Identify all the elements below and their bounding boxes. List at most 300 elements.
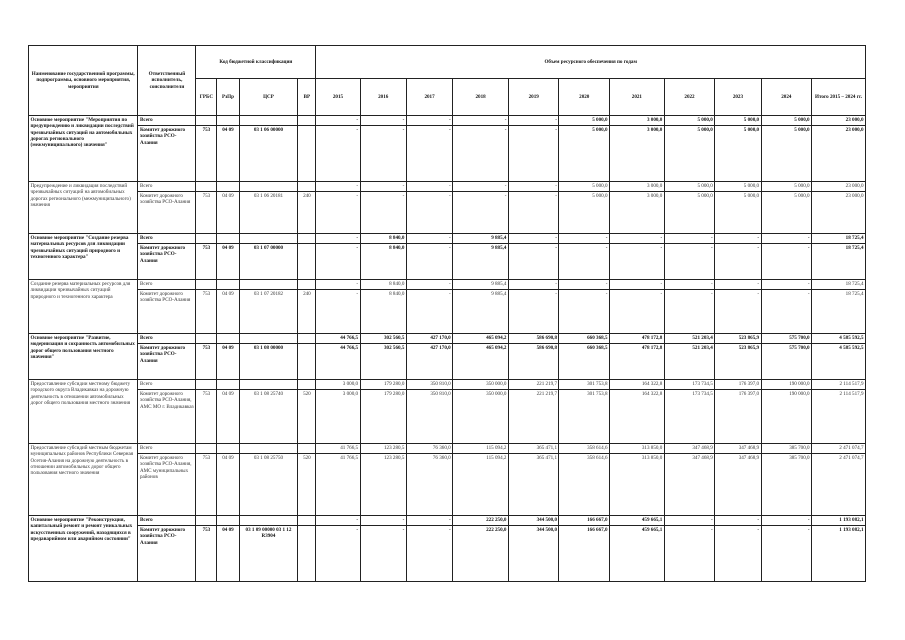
year-value-cell: 3 000,0 [316,380,360,390]
sub-activity-name: Предупреждение и ликвидация последствий чрезвычайных ситуаций на автомобильных дорогах регионального (межмуниципального) значения [29,182,138,234]
grbs-cell: 753 [196,390,217,444]
executor-cell: Комитет дорожного хозяйства РСО-Алания, АМС МО г. Владикавказ [138,390,196,444]
rzpr-cell [217,234,239,244]
table-row [29,192,866,234]
vr-cell [298,334,316,344]
year-value-cell: - [360,126,406,182]
resource-support-table [28,45,866,582]
year-value-cell: 350 000,0 [453,390,509,444]
grbs-cell: 753 [196,244,217,280]
total-value-cell: 2 471 074,7 [812,444,866,454]
year-value-cell: - [453,182,509,192]
csr-cell [239,380,298,390]
header-year: 2023 [715,79,761,116]
header-csr: ЦСР [239,79,298,116]
year-value-cell: 427 170,0 [406,334,452,344]
year-value-cell: 5 000,0 [715,126,761,182]
csr-cell: 03 1 06 00000 [239,126,298,182]
year-value-cell: 8 840,0 [360,244,406,280]
year-value-cell: - [360,116,406,126]
rzpr-cell [217,182,239,192]
year-value-cell: 8 840,0 [360,280,406,290]
executor-cell: Комитет дорожного хозяйства РСО-Алания, АМС муниципальных районов [138,454,196,516]
year-value-cell: - [664,526,715,582]
grbs-cell [196,516,217,526]
grbs-cell [196,334,217,344]
year-value-cell: - [664,280,715,290]
year-value-cell: 301 753,8 [559,380,610,390]
rzpr-cell: 04 09 [217,192,239,234]
year-value-cell: 465 094,2 [453,344,509,380]
csr-cell [239,280,298,290]
table-row [29,344,866,380]
year-value-cell: 173 734,5 [664,390,715,444]
total-value-cell: 23 000,0 [812,116,866,126]
vr-cell [298,126,316,182]
year-value-cell: - [360,516,406,526]
year-value-cell: - [761,290,812,334]
grbs-cell [196,182,217,192]
vr-cell: 240 [298,192,316,234]
header-total: Итого 2015 – 2024 гг. [812,79,866,116]
year-value-cell: 176 397,0 [715,390,761,444]
vr-cell [298,516,316,526]
year-value-cell: 575 700,0 [761,344,812,380]
year-value-cell: 313 850,0 [610,444,665,454]
table-row [29,182,866,192]
year-value-cell: 478 172,8 [610,334,665,344]
rzpr-cell: 04 09 [217,244,239,280]
csr-cell [239,182,298,192]
year-value-cell: 385 700,0 [761,454,812,516]
total-value-cell: 23 000,0 [812,126,866,182]
main-activity-name: Основное мероприятие "Развитие, модернизация и сохранность автомобильных дорог общего пользования местного значения" [29,334,138,380]
year-value-cell: 5 000,0 [715,192,761,234]
year-value-cell: 344 500,0 [508,516,559,526]
year-value-cell: - [761,526,812,582]
year-value-cell: 5 000,0 [559,116,610,126]
year-value-cell: 179 280,0 [360,380,406,390]
year-value-cell: - [453,192,509,234]
year-value-cell: 9 885,4 [453,280,509,290]
year-value-cell: 3 000,0 [610,126,665,182]
year-value-cell: 5 000,0 [715,182,761,192]
year-value-cell: - [715,244,761,280]
rzpr-cell: 04 09 [217,126,239,182]
total-value-cell: 2 114 517,9 [812,380,866,390]
year-value-cell: 5 000,0 [715,116,761,126]
table-row [29,126,866,182]
table-body [29,116,866,582]
rzpr-cell [217,280,239,290]
sub-activity-name: Предоставление субсидий местным бюджетам муниципальных районов Республики Северная Осетия-Алания на дорожную деятельность в отношении автомобильных дорог общего пользования местного значения [29,444,138,516]
year-value-cell: 358 614,6 [559,444,610,454]
year-value-cell: 313 850,0 [610,454,665,516]
header-volume-group: Объем ресурсного обеспечения по годам [316,46,866,79]
year-value-cell: 350 810,0 [406,380,452,390]
grbs-cell [196,116,217,126]
main-activity-name: Основное мероприятие "Реконструкция, капитальный ремонт и ремонт уникальных искусственных сооружений, находящихся в предаварийном или аварийном состоянии" [29,516,138,582]
sub-activity-name: Создание резерва материальных ресурсов для ликвидации чрезвычайных ситуаций природного и техногенного характера [29,280,138,334]
year-value-cell: - [715,234,761,244]
year-value-cell: - [316,182,360,192]
year-value-cell: - [406,182,452,192]
year-value-cell: 5 000,0 [559,126,610,182]
year-value-cell: - [406,126,452,182]
executor-cell: Комитет дорожного хозяйства РСО-Алания [138,290,196,334]
year-value-cell: 301 753,8 [559,390,610,444]
year-value-cell: - [316,280,360,290]
year-value-cell: 115 094,2 [453,444,509,454]
vr-cell [298,244,316,280]
year-value-cell: 5 000,0 [761,116,812,126]
vr-cell [298,526,316,582]
year-value-cell: - [453,126,509,182]
year-value-cell: - [406,290,452,334]
year-value-cell: - [508,116,559,126]
csr-cell: 03 1 07 00000 [239,244,298,280]
year-value-cell: - [559,280,610,290]
vr-cell [298,344,316,380]
year-value-cell: - [316,126,360,182]
year-value-cell: 459 665,1 [610,516,665,526]
header-year: 2018 [453,79,509,116]
year-value-cell: - [316,290,360,334]
total-value-cell: 18 725,4 [812,234,866,244]
year-value-cell: 3 000,0 [610,116,665,126]
rzpr-cell: 04 09 [217,454,239,516]
header-year: 2016 [360,79,406,116]
total-value-cell: 1 193 082,1 [812,516,866,526]
year-value-cell: 660 368,5 [559,344,610,380]
header-executor: Ответственный исполнитель, соисполнители [138,46,196,116]
csr-cell: 03 1 07 20182 [239,290,298,334]
year-value-cell: 5 000,0 [664,192,715,234]
executor-cell: Всего [138,234,196,244]
rzpr-cell [217,116,239,126]
year-value-cell: - [406,280,452,290]
year-value-cell: - [406,234,452,244]
year-value-cell: 5 000,0 [559,192,610,234]
rzpr-cell: 04 09 [217,390,239,444]
year-value-cell: - [559,290,610,334]
table-row [29,116,866,126]
vr-cell [298,116,316,126]
year-value-cell: 8 840,0 [360,290,406,334]
year-value-cell: - [761,516,812,526]
year-value-cell: - [610,234,665,244]
year-value-cell: - [761,280,812,290]
vr-cell [298,380,316,390]
header-year: 2021 [610,79,665,116]
year-value-cell: 350 810,0 [406,390,452,444]
year-value-cell: 5 000,0 [761,126,812,182]
csr-cell: 03 1 06 20181 [239,192,298,234]
vr-cell [298,182,316,192]
year-value-cell: 173 734,5 [664,380,715,390]
year-value-cell: 76 360,0 [406,454,452,516]
csr-cell [239,116,298,126]
year-value-cell: 41 766,5 [316,444,360,454]
total-value-cell: 18 725,4 [812,244,866,280]
year-value-cell: - [508,126,559,182]
header-name: Наименование государственной программы, подпрограммы, основного мероприятия, мероприятия [29,46,138,116]
year-value-cell: - [761,244,812,280]
year-value-cell: - [316,234,360,244]
table-row [29,516,866,526]
year-value-cell: - [715,290,761,334]
total-value-cell: 1 193 082,1 [812,526,866,582]
csr-cell [239,334,298,344]
grbs-cell: 753 [196,126,217,182]
grbs-cell [196,380,217,390]
year-value-cell: 9 885,4 [453,290,509,334]
year-value-cell: 176 397,0 [715,380,761,390]
year-value-cell: - [715,526,761,582]
header-rzpr: РзПр [217,79,239,116]
sub-activity-name: Предоставление субсидии местному бюджету городского округа Владикавказ на дорожную деятельность в отношении автомобильных дорог общего пользования местного значения [29,380,138,444]
table-row [29,290,866,334]
grbs-cell [196,280,217,290]
year-value-cell: 347 468,9 [664,444,715,454]
rzpr-cell: 04 09 [217,290,239,334]
year-value-cell: 5 000,0 [761,182,812,192]
table-row [29,444,866,454]
executor-cell: Всего [138,116,196,126]
year-value-cell: 8 840,0 [360,234,406,244]
executor-cell: Комитет дорожного хозяйства РСО-Алания [138,526,196,582]
csr-cell [239,516,298,526]
header-row-top [29,46,866,79]
year-value-cell: 221 219,7 [508,390,559,444]
grbs-cell: 753 [196,290,217,334]
year-value-cell: 523 865,9 [715,344,761,380]
vr-cell [298,444,316,454]
year-value-cell: 523 865,9 [715,334,761,344]
year-value-cell: 3 000,0 [610,182,665,192]
vr-cell [298,280,316,290]
year-value-cell: 190 000,0 [761,390,812,444]
year-value-cell: - [316,244,360,280]
year-value-cell: - [610,244,665,280]
year-value-cell: - [508,280,559,290]
year-value-cell: 358 614,6 [559,454,610,516]
header-year: 2017 [406,79,452,116]
grbs-cell: 753 [196,344,217,380]
year-value-cell: 5 000,0 [664,126,715,182]
executor-cell: Комитет дорожного хозяйства РСО-Алания [138,126,196,182]
year-value-cell: - [559,234,610,244]
csr-cell: 03 1 09 00000 03 1 12 R3904 [239,526,298,582]
year-value-cell: 222 250,0 [453,526,509,582]
total-value-cell: 23 000,0 [812,182,866,192]
year-value-cell: 115 094,2 [453,454,509,516]
year-value-cell: - [664,290,715,334]
year-value-cell: 44 766,5 [316,334,360,344]
year-value-cell: - [761,234,812,244]
year-value-cell: 221 219,7 [508,380,559,390]
table-row [29,280,866,290]
year-value-cell: 164 322,8 [610,380,665,390]
rzpr-cell [217,444,239,454]
year-value-cell: - [316,516,360,526]
csr-cell: 03 1 08 25750 [239,454,298,516]
table-row [29,454,866,516]
table-row [29,380,866,390]
executor-cell: Комитет дорожного хозяйства РСО-Алания [138,344,196,380]
year-value-cell: 586 690,8 [508,344,559,380]
year-value-cell: - [508,182,559,192]
total-value-cell: 2 471 074,7 [812,454,866,516]
year-value-cell: - [316,116,360,126]
year-value-cell: - [508,290,559,334]
total-value-cell: 4 585 592,5 [812,344,866,380]
year-value-cell: 5 000,0 [664,116,715,126]
executor-cell: Комитет дорожного хозяйства РСО-Алания [138,244,196,280]
rzpr-cell: 04 09 [217,344,239,380]
year-value-cell: 166 667,0 [559,516,610,526]
header-code-group: Код бюджетной классификации [196,46,316,79]
vr-cell: 520 [298,390,316,444]
csr-cell: 03 1 08 00000 [239,344,298,380]
year-value-cell: - [559,244,610,280]
vr-cell: 240 [298,290,316,334]
year-value-cell: 459 665,1 [610,526,665,582]
year-value-cell: - [406,192,452,234]
executor-cell: Комитет дорожного хозяйства РСО-Алания [138,192,196,234]
executor-cell: Всего [138,516,196,526]
rzpr-cell [217,516,239,526]
year-value-cell: 190 000,0 [761,380,812,390]
year-value-cell: 5 000,0 [559,182,610,192]
year-value-cell: 385 700,0 [761,444,812,454]
budget-table-document [28,45,866,582]
year-value-cell: - [453,116,509,126]
year-value-cell: - [610,290,665,334]
year-value-cell: 347 468,9 [715,444,761,454]
table-row [29,526,866,582]
year-value-cell: 365 471,1 [508,454,559,516]
year-value-cell: 5 000,0 [761,192,812,234]
year-value-cell: - [508,234,559,244]
year-value-cell: 347 468,9 [715,454,761,516]
year-value-cell: 3 000,0 [610,192,665,234]
grbs-cell [196,444,217,454]
year-value-cell: - [360,192,406,234]
year-value-cell: - [406,116,452,126]
year-value-cell: 76 360,0 [406,444,452,454]
year-value-cell: - [316,526,360,582]
year-value-cell: 9 885,4 [453,244,509,280]
total-value-cell: 2 114 517,9 [812,390,866,444]
total-value-cell: 4 585 592,5 [812,334,866,344]
executor-cell: Всего [138,380,196,390]
year-value-cell: 302 560,5 [360,334,406,344]
year-value-cell: 9 885,4 [453,234,509,244]
rzpr-cell: 04 09 [217,526,239,582]
year-value-cell: - [360,182,406,192]
grbs-cell [196,234,217,244]
year-value-cell: - [316,192,360,234]
year-value-cell: 5 000,0 [664,182,715,192]
year-value-cell: 586 690,8 [508,334,559,344]
grbs-cell: 753 [196,526,217,582]
year-value-cell: - [406,526,452,582]
header-grbs: ГРБС [196,79,217,116]
rzpr-cell [217,334,239,344]
year-value-cell: 41 766,5 [316,454,360,516]
year-value-cell: 164 322,8 [610,390,665,444]
executor-cell: Всего [138,444,196,454]
csr-cell [239,444,298,454]
year-value-cell: 3 000,0 [316,390,360,444]
executor-cell: Всего [138,280,196,290]
year-value-cell: 521 203,4 [664,334,715,344]
year-value-cell: - [360,526,406,582]
header-vr: ВР [298,79,316,116]
year-value-cell: 575 700,0 [761,334,812,344]
grbs-cell: 753 [196,192,217,234]
year-value-cell: 123 280,5 [360,454,406,516]
year-value-cell: 521 203,4 [664,344,715,380]
year-value-cell: - [406,244,452,280]
year-value-cell: - [715,516,761,526]
year-value-cell: - [664,516,715,526]
year-value-cell: 344 500,0 [508,526,559,582]
csr-cell [239,234,298,244]
executor-cell: Всего [138,182,196,192]
header-year: 2022 [664,79,715,116]
table-row [29,234,866,244]
main-activity-name: Основное мероприятие "Мероприятия по предупреждению и ликвидации последствий чрезвычайных ситуаций на автомобильных дорогах регионального (межмуниципального) значения" [29,116,138,182]
total-value-cell: 23 000,0 [812,192,866,234]
vr-cell [298,234,316,244]
year-value-cell: 465 094,2 [453,334,509,344]
year-value-cell: 660 368,5 [559,334,610,344]
year-value-cell: - [664,244,715,280]
year-value-cell: 179 280,0 [360,390,406,444]
year-value-cell: - [610,280,665,290]
table-row [29,334,866,344]
year-value-cell: 302 560,5 [360,344,406,380]
grbs-cell: 753 [196,454,217,516]
header-year: 2024 [761,79,812,116]
year-value-cell: - [406,516,452,526]
year-value-cell: 365 471,1 [508,444,559,454]
year-value-cell: 427 170,0 [406,344,452,380]
year-value-cell: 478 172,8 [610,344,665,380]
year-value-cell: 166 667,0 [559,526,610,582]
main-activity-name: Основное мероприятие "Создание резерва материальных ресурсов для ликвидации чрезвычайных ситуаций природного и техногенного характера" [29,234,138,280]
year-value-cell: - [715,280,761,290]
table-row [29,390,866,444]
total-value-cell: 18 725,4 [812,290,866,334]
year-value-cell: 222 250,0 [453,516,509,526]
year-value-cell: - [664,234,715,244]
total-value-cell: 18 725,4 [812,280,866,290]
rzpr-cell [217,380,239,390]
year-value-cell: 123 280,5 [360,444,406,454]
year-value-cell: 350 000,0 [453,380,509,390]
year-value-cell: 347 468,9 [664,454,715,516]
year-value-cell: - [508,192,559,234]
header-year: 2020 [559,79,610,116]
vr-cell: 520 [298,454,316,516]
year-value-cell: 44 766,5 [316,344,360,380]
year-value-cell: - [508,244,559,280]
header-year: 2015 [316,79,360,116]
table-row [29,244,866,280]
